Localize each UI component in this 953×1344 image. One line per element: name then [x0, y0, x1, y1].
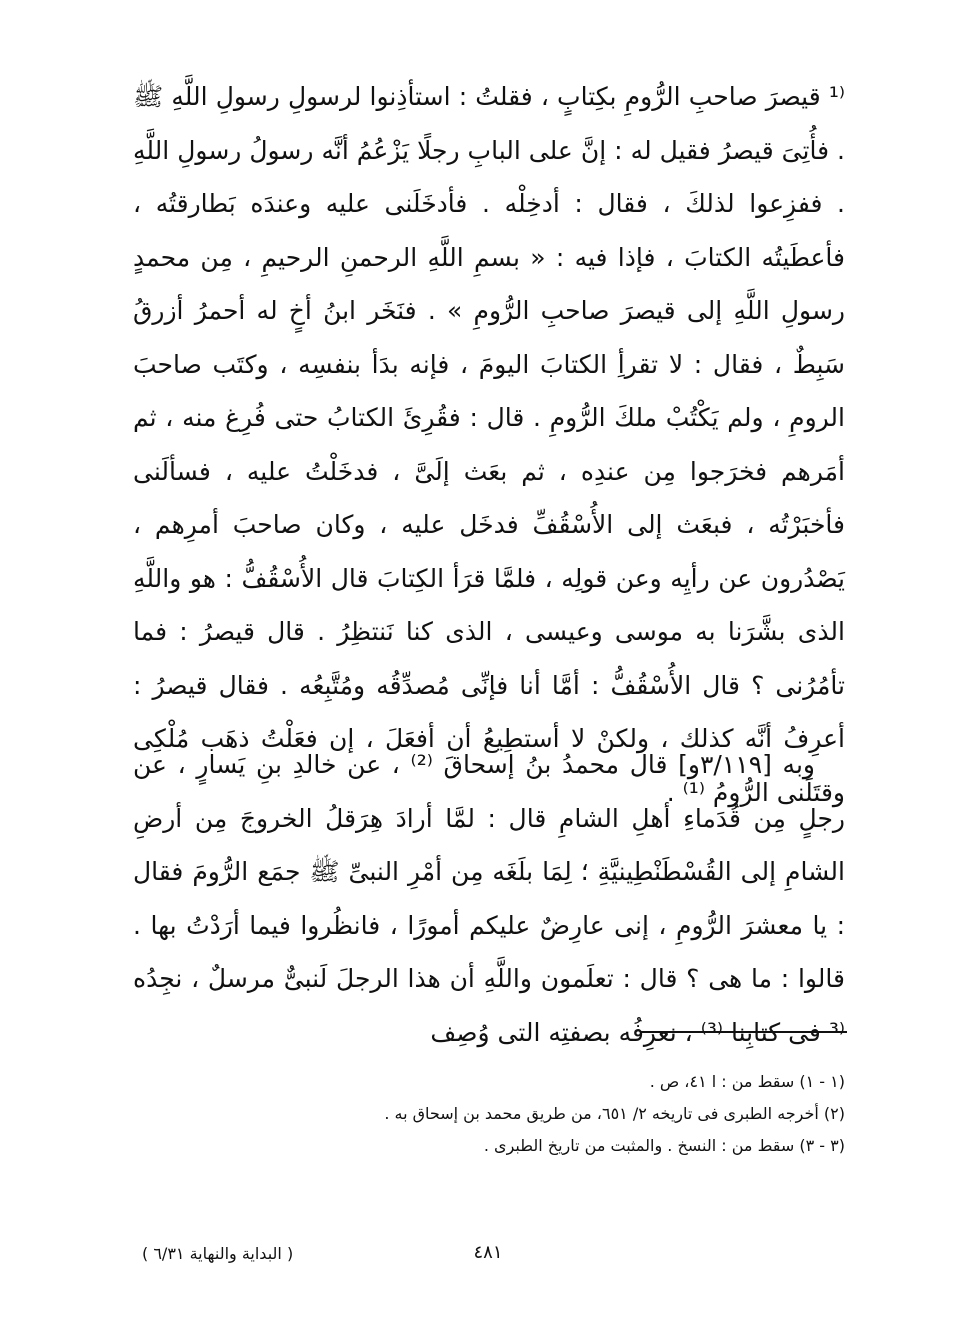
paragraph-first-line: وبه [٣/١١٩و] قال محمدُ بنُ إسحاقَ ⁽²⁾ ، عن خالدِ بنِ يَسارٍ ، عن رجلٍ [133, 750, 845, 833]
footnote-divider [640, 1031, 847, 1033]
footnotes [133, 1066, 845, 1162]
paragraph-text [133, 738, 845, 1059]
footnote-3: (٣ - ٣) سقط من : النسخ . والمثبت من تاريخ الطبرى . [483, 1136, 845, 1155]
body-paragraph-2 [133, 738, 845, 1059]
body-paragraph-1 [133, 70, 845, 819]
paragraph-continuation: مِن قُدَماءِ أهلِ الشامِ قال : لمَّا أرادَ هِرَقلُ الخروجَ مِن أرضِ الشامِ إلى القُسْطَنْطِينيَّةِ ؛ لِمَا بلَغَه مِن أمْرِ النبىِّ ﷺ جمَع الرُّومَ فقال : يا معشرَ الرُّومِ ، إنى عارِضٌ عليكم أمورًا ، فانظُروا فيما أرَدْتُ بها . قالوا : ما هى ؟ قال : تعلَمون واللَّهِ أن هذا الرجلَ لَنبىٌّ مرسلٌ ، نجِدُه ⁽³ فى كتابِنا ⁽³⁾ ، نعرِفُه بصفتِه التى وُصِف [133, 803, 845, 1047]
running-title: ( البداية والنهاية ٦/٣١ ) [142, 1244, 294, 1263]
page-number: ٤٨١ [473, 1242, 503, 1263]
footnote-1: (١ - ١) سقط من : ا ٤١، ص . [649, 1072, 845, 1091]
paragraph-text: ⁽¹ قيصرَ صاحبِ الرُّومِ بكِتابٍ ، فقلتُ : استأذِنوا لرسولِ رسولِ اللَّهِ ﷺ . فأُتِىَ قيصرُ فقيل له : إنَّ على البابِ رجلًا يَزْعُمُ أنَّه رسولُ رسولِ اللَّهِ . ففزِعوا لذلكَ ، فقال : أدخِلْه . فأدخَلَنى عليه وعندَه بَطارقتُه ، فأعطَيتُه الكتابَ ، فإذا فيه : « بسمِ اللَّهِ الرحمنِ الرحيمِ ، مِن محمدٍ رسولِ اللَّهِ إلى قيصرَ صاحبِ الرُّومِ » . فنَخَر ابنُ أخٍ له أحمرُ أزرقُ سَبِطٌ ، فقال : لا تقرأِ الكتابَ اليومَ ، فإنه بدَأ بنفسِه ، وكتَب صاحبَ الرومِ ، ولم يَكْتُبْ ملكَ الرُّومِ . قال : فقُرِئَ الكتابُ حتى فُرِغ منه ، ثم أمَرهم فخرَجوا مِن عندِه ، ثم بعَث إلَىَّ ، فدخَلْتُ عليه ، فسألَنى فأخبَرْتُه ، فبعَث إلى الأُسْقُفِّ فدخَل عليه ، وكان صاحبَ أمرِهم ، يَصْدُرون عن رأيِه وعن قولِه ، فلمَّا قرَأ الكِتابَ قال الأُسْقُفُّ : هو واللَّهِ الذى بشَّرَنا به موسى وعيسى ، الذى كنا نَنتظِرُ . قال قيصرُ : فما تأمُرُنى ؟ قال الأُسْقُفُّ : أمَّا أنا فإنِّى مُصدِّقُه ومُتَّبِعُه . فقال قيصرُ : أعرِفُ أنَّه كذلك ، ولكنْ لا أستطِيعُ أن أفعَلَ ، إن فعَلْتُ ذهَب مُلْكِى وقتَلَنى الرُّومُ ⁽¹⁾ . [133, 82, 845, 807]
footnote-2: (٢) أخرجه الطبرى فى تاريخه ٢/ ٦٥١، من طريق محمد بن إسحاق به . [384, 1104, 845, 1123]
